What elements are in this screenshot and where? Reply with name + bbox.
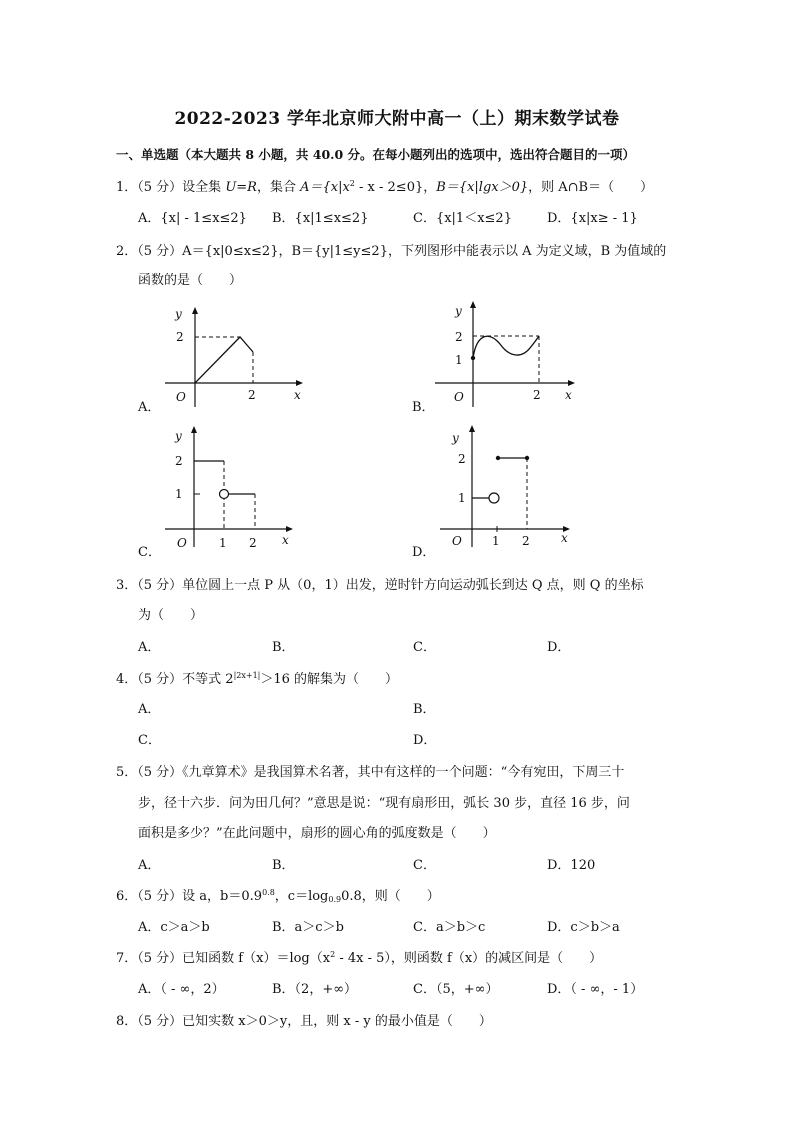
q4-option-d: D． — [413, 733, 437, 748]
question-5-stem-line2: 步，径十六步．问为田几何？”意思是说：“现有扇形田，弧长 30 步，直径 16 步，问 — [138, 796, 630, 811]
graph-d-tick-1: 1 — [458, 491, 466, 505]
q7-option-a: A．（ - ∞，2） — [138, 982, 225, 997]
graph-a — [155, 300, 315, 414]
graph-b — [430, 300, 590, 414]
q4-option-c: C． — [138, 733, 161, 748]
question-8-stem: 8．（5 分）已知实数 x＞0＞y，且，则 x - y 的最小值是（ ） — [116, 1014, 492, 1029]
q3-option-d: D． — [547, 640, 571, 655]
question-2-stem-line2: 函数的是（ ） — [138, 273, 243, 288]
graph-d-origin: O — [452, 534, 462, 548]
question-1-stem: 1．（5 分）设全集 U=R，集合 $A=\{x|x^2 - x - 2\le 0\}$，B＝{x|lgx＞0}，则 A∩B＝（ ） — [116, 179, 654, 195]
q6-option-c: C．a＞b＞c — [413, 920, 486, 935]
graph-b-y-label: y — [455, 304, 462, 318]
question-6-stem: 6．（5 分）设 a，$b=0.9^{0.8}$，$c=\log_{0.9}0.8$，则（ ） — [116, 888, 440, 904]
graph-d-tick-x1: 1 — [492, 534, 500, 548]
graph-b-x-label: x — [565, 388, 572, 402]
q4-option-b: B． — [413, 702, 436, 717]
q1-option-b: B．{x|1≤x≤2} — [272, 211, 369, 226]
q6-option-d: D．c＞b＞a — [547, 920, 620, 935]
graph-c-y-label: y — [175, 429, 182, 443]
question-5-stem-line1: 5．（5 分）《九章算术》是我国算术名著，其中有这样的一个问题：“今有宛田，下周三十 — [116, 765, 625, 780]
graph-c-tick-1: 1 — [175, 487, 183, 501]
graph-a-origin: O — [176, 390, 186, 404]
question-4-stem: 4．（5 分）不等式 $2^{|2x+1|}>16$ 的解集为（ ） — [116, 671, 399, 687]
graph-a-y-label: y — [175, 307, 182, 321]
graph-d-x-label: x — [561, 531, 568, 545]
graph-b-tick-2: 2 — [455, 330, 463, 344]
graph-b-label: B． — [412, 400, 435, 415]
graph-c — [155, 422, 315, 556]
q3-option-a: A． — [138, 640, 161, 655]
q5-option-c: C． — [413, 858, 436, 873]
q3-option-b: B． — [272, 640, 295, 655]
graph-c-label: C． — [138, 545, 161, 560]
graph-b-origin: O — [454, 390, 464, 404]
graph-a-x-label: x — [294, 388, 301, 402]
graph-c-tick-2: 2 — [175, 454, 183, 468]
q6-option-b: B．a＞c＞b — [272, 920, 344, 935]
q3-option-c: C． — [413, 640, 436, 655]
q1-option-a: A．{x| - 1≤x≤2} — [138, 211, 247, 226]
graph-d-label: D． — [412, 545, 436, 560]
graph-a-label: A． — [138, 400, 161, 415]
graph-d — [432, 422, 592, 556]
q4-option-a: A． — [138, 702, 161, 717]
graph-d-tick-2: 2 — [458, 452, 466, 466]
q1-option-d: D．{x|x≥ - 1} — [547, 211, 638, 226]
graph-a-tick-x2: 2 — [248, 388, 256, 402]
graph-d-tick-x2: 2 — [522, 534, 530, 548]
graph-a-tick-2: 2 — [176, 330, 184, 344]
q7-option-c: C．（5，+∞） — [413, 982, 499, 997]
q6-option-a: A．c＞a＞b — [138, 920, 210, 935]
graph-b-tick-x2: 2 — [533, 388, 541, 402]
graph-c-tick-x1: 1 — [219, 536, 227, 550]
graph-b-tick-1: 1 — [455, 353, 463, 367]
q7-option-b: B．（2，+∞） — [272, 982, 358, 997]
graph-d-y-label: y — [452, 431, 459, 445]
q7-option-d: D．（ - ∞，- 1） — [547, 982, 644, 997]
q5-option-b: B． — [272, 858, 295, 873]
graph-c-x-label: x — [282, 533, 289, 547]
section-heading: 一、单选题（本大题共 8 小题，共 40.0 分。在每小题列出的选项中，选出符合题目的一项） — [116, 147, 636, 162]
exam-title: 2022-2023 学年北京师大附中高一（上）期末数学试卷 — [174, 109, 620, 129]
q5-option-a: A． — [138, 858, 161, 873]
question-3-stem-line1: 3．（5 分）单位圆上一点 P 从（0，1）出发，逆时针方向运动弧长到达 Q 点，则 Q 的坐标 — [116, 578, 644, 593]
question-7-stem: 7．（5 分）已知函数 $f(x)=\log(x^2 - 4x - 5)$，则函数 f（x）的减区间是（ ） — [116, 950, 603, 966]
question-2-stem-line1: 2．（5 分）A＝{x|0≤x≤2}，B＝{y|1≤y≤2}，下列图形中能表示以 A 为定义域，B 为值域的 — [116, 244, 667, 259]
graph-c-origin: O — [177, 536, 187, 550]
question-3-stem-line2: 为（ ） — [138, 608, 204, 623]
q1-option-c: C．{x|1＜x≤2} — [413, 211, 512, 226]
graph-c-tick-x2: 2 — [249, 536, 257, 550]
question-5-stem-line3: 面积是多少？”在此问题中，扇形的圆心角的弧度数是（ ） — [138, 826, 496, 841]
q5-option-d: D．120 — [547, 858, 596, 873]
